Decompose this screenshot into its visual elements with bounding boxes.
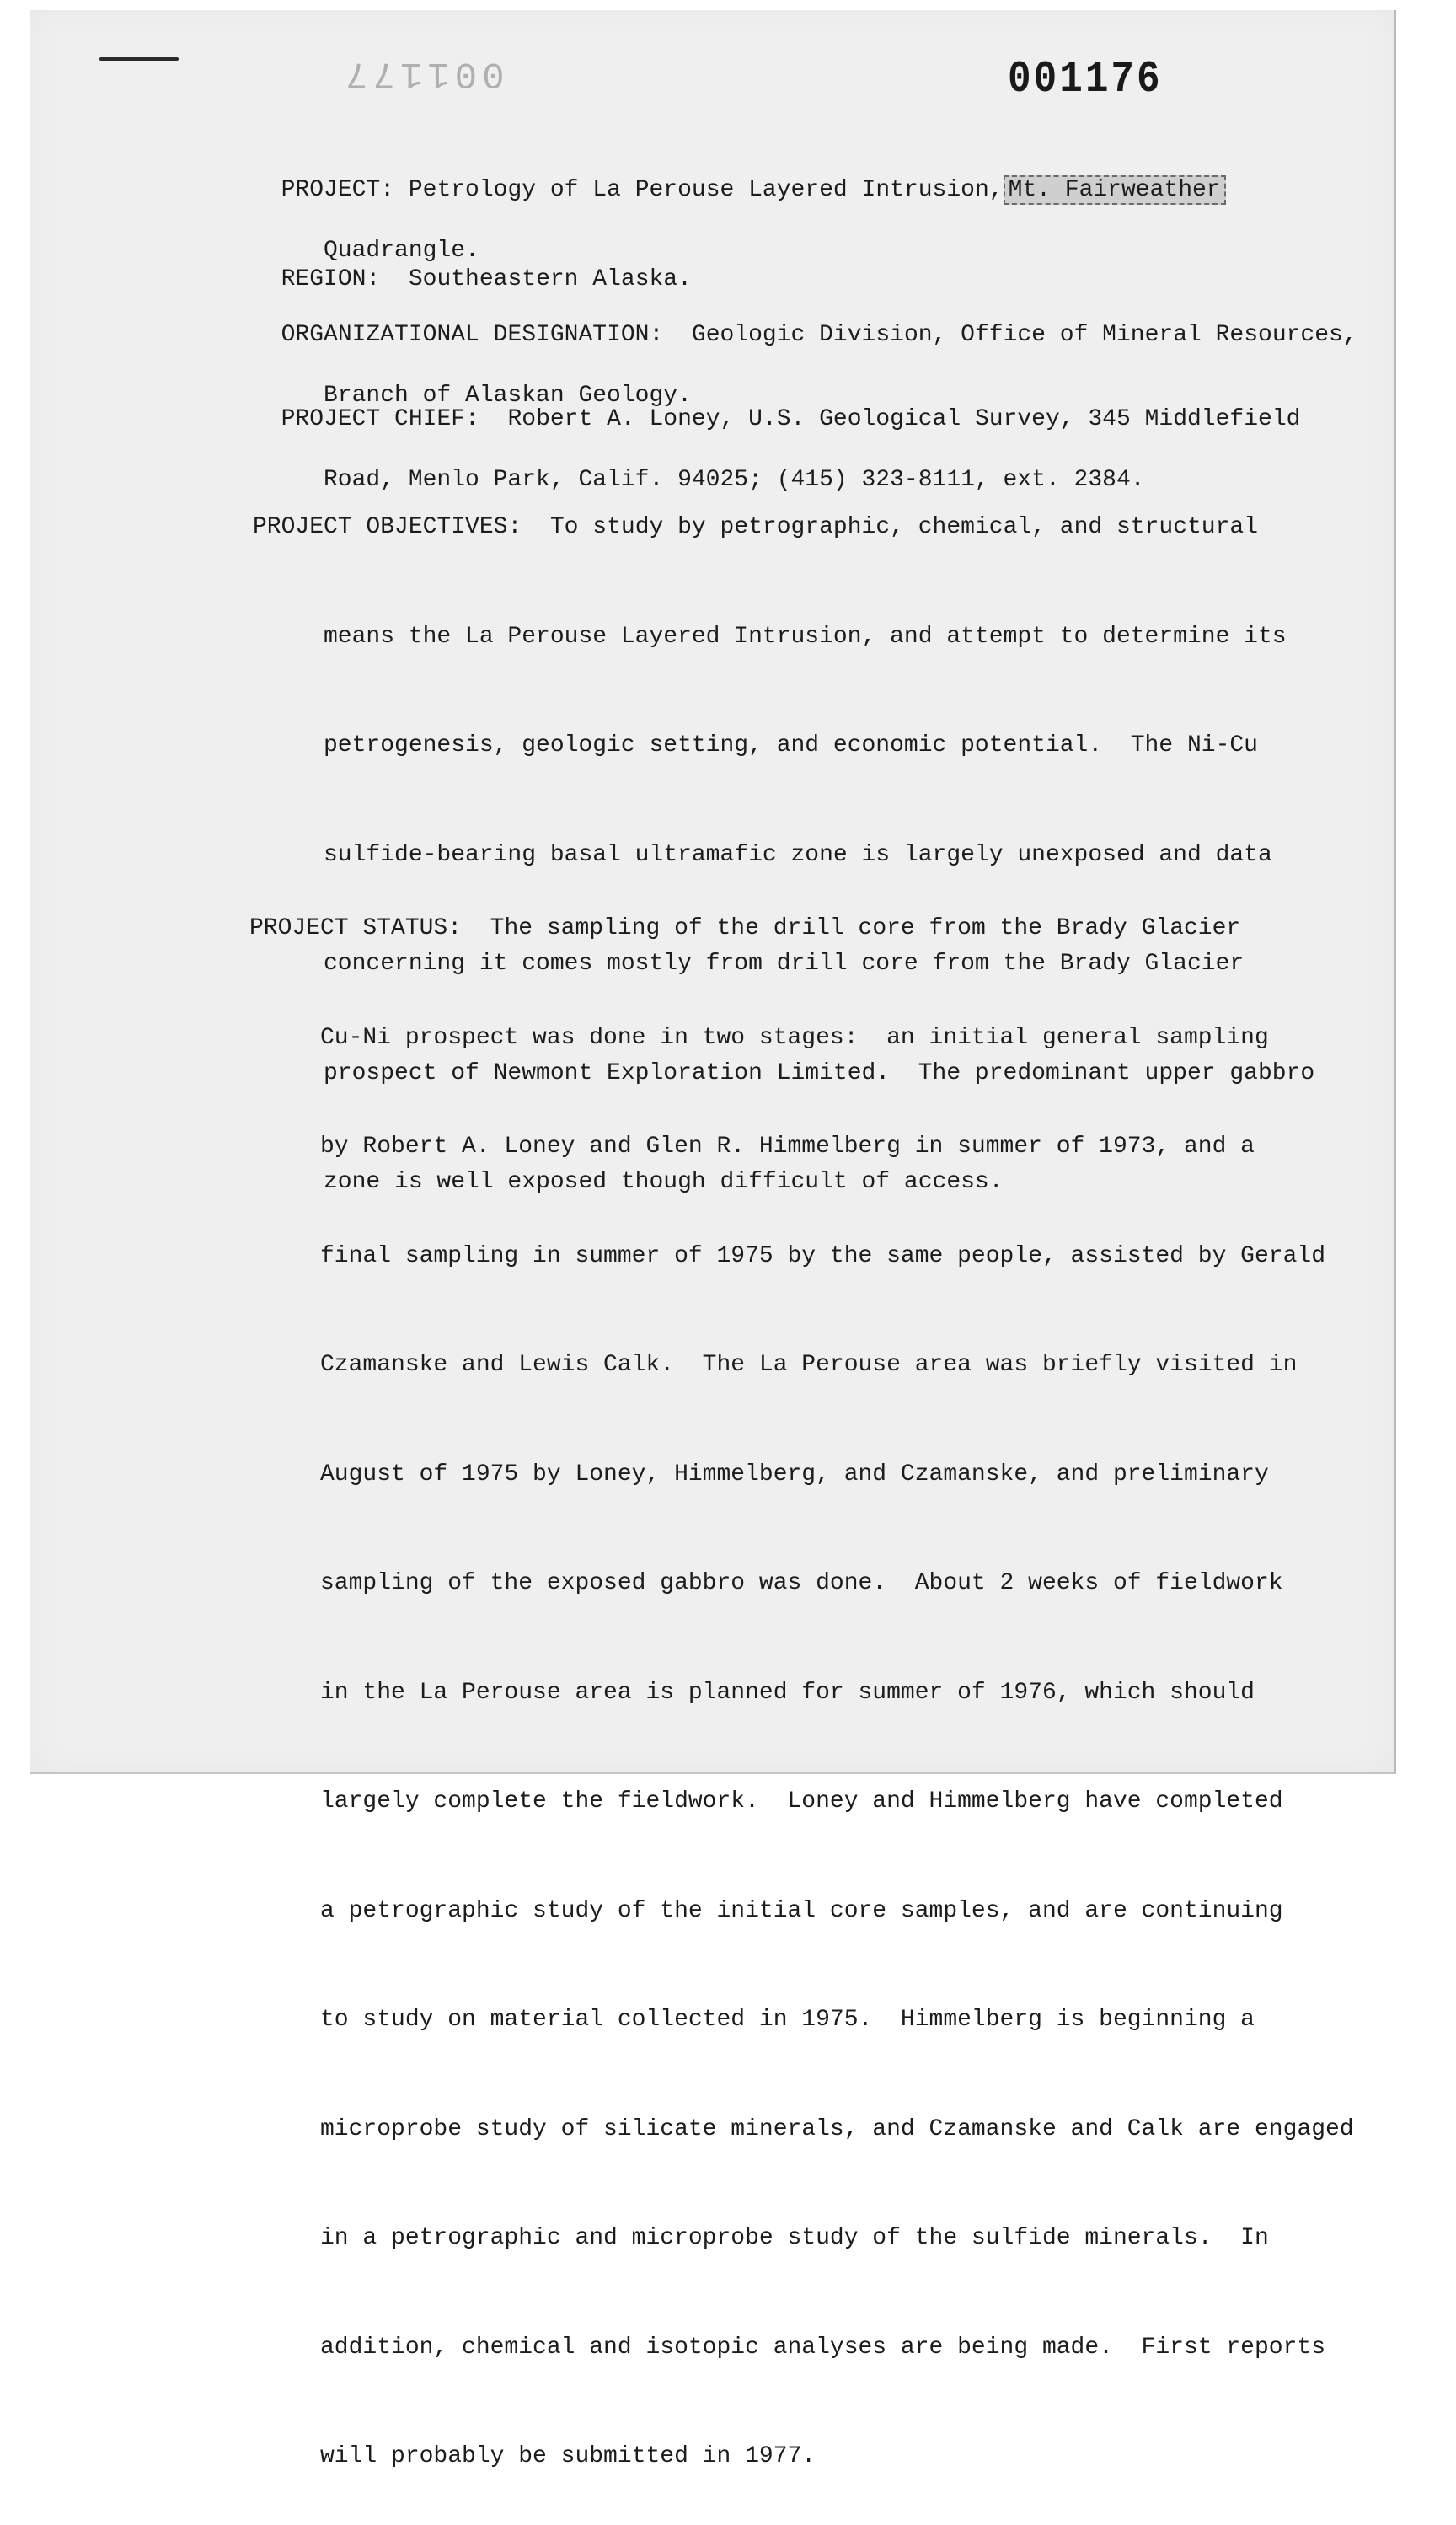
- objectives-line: concerning it comes mostly from drill core from the Brady Glacier: [324, 951, 1245, 977]
- chief-label: PROJECT CHIEF:: [281, 406, 479, 432]
- region-field: [253, 234, 692, 295]
- status-line: sampling of the exposed gabbro was done. About 2 weeks of fieldwork: [320, 1570, 1283, 1596]
- objectives-line: prospect of Newmont Exploration Limited. The predominant upper gabbro: [324, 1059, 1315, 1086]
- objectives-line: petrogenesis, geologic setting, and economic potential. The Ni-Cu: [324, 732, 1258, 759]
- status-line: Czamanske and Lewis Calk. The La Perouse area was briefly visited in: [320, 1352, 1298, 1378]
- organization-line2: Branch of Alaskan Geology.: [324, 383, 692, 409]
- status-line: addition, chemical and isotopic analyses are being made. First reports: [320, 2334, 1325, 2361]
- region-value: Southeastern Alaska.: [408, 266, 692, 292]
- objectives-line: means the La Perouse Layered Intrusion, and attempt to determine its: [324, 623, 1287, 650]
- status-label: PROJECT STATUS:: [249, 915, 463, 941]
- status-line: Cu-Ni prospect was done in two stages: an initial general sampling: [320, 1024, 1269, 1051]
- region-label: REGION:: [281, 266, 381, 292]
- objectives-line: zone is well exposed though difficult of access.: [324, 1169, 1004, 1195]
- page-number: 001176: [1008, 54, 1163, 105]
- status-line: microprobe study of silicate minerals, and Czamanske and Calk are engaged: [320, 2115, 1354, 2142]
- status-line: to study on material collected in 1975. Himmelberg is beginning a: [320, 2007, 1255, 2033]
- chief-line1: Robert A. Loney, U.S. Geological Survey, 345 Middlefield: [507, 406, 1301, 432]
- organization-line1: Geologic Division, Office of Mineral Resources,: [691, 322, 1357, 348]
- objectives-text: To study by petrographic, chemical, and structural: [549, 514, 1259, 540]
- chief-line2: Road, Menlo Park, Calif. 94025; (415) 323-8111, ext. 2384.: [324, 467, 1145, 493]
- status-line: final sampling in summer of 1975 by the same people, assisted by Gerald: [320, 1242, 1325, 1269]
- status-line: by Robert A. Loney and Glen R. Himmelberg in summer of 1973, and a: [320, 1134, 1255, 1160]
- status-line: a petrographic study of the initial core samples, and are continuing: [320, 1897, 1283, 1924]
- corner-mark: [99, 57, 179, 61]
- project-value-cont: Quadrangle.: [324, 238, 479, 264]
- objectives-line: sulfide-bearing basal ultramafic zone is largely unexposed and data: [324, 841, 1272, 868]
- status-line: will probably be submitted in 1977.: [320, 2443, 816, 2469]
- project-highlight: Mt. Fairweather: [1004, 175, 1226, 205]
- objectives-label: PROJECT OBJECTIVES:: [253, 514, 522, 540]
- project-value: Petrology of La Perouse Layered Intrusion,: [408, 177, 1004, 203]
- status-text: The sampling of the drill core from the Brady Glacier: [490, 915, 1241, 941]
- project-label: PROJECT:: [281, 177, 395, 203]
- status-section: [249, 861, 1354, 2525]
- status-line: [249, 914, 1354, 971]
- objectives-line: [253, 512, 1314, 570]
- faint-stamp-number: 001177: [340, 52, 505, 94]
- status-line: largely complete the fieldwork. Loney and Himmelberg have completed: [320, 1788, 1283, 1815]
- status-line: in the La Perouse area is planned for summer of 1976, which should: [320, 1679, 1255, 1706]
- status-line: in a petrographic and microprobe study of the sulfide minerals. In: [320, 2225, 1269, 2251]
- organization-label: ORGANIZATIONAL DESIGNATION:: [281, 322, 664, 348]
- status-line: August of 1975 by Loney, Himmelberg, and Czamanske, and preliminary: [320, 1461, 1269, 1488]
